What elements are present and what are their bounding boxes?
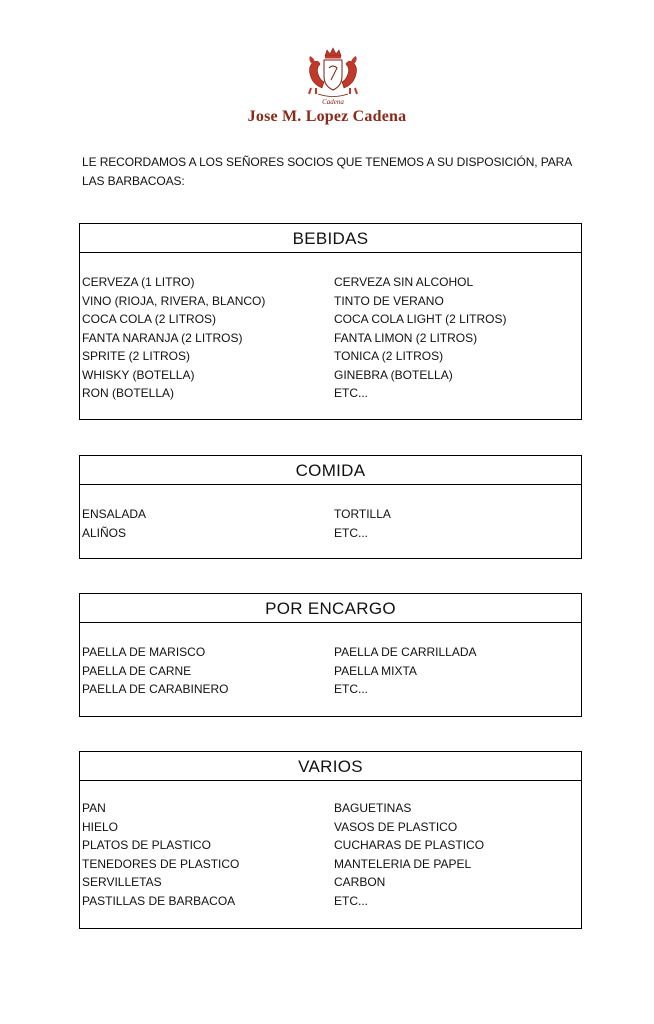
list-item [80, 799, 581, 818]
list-item [80, 329, 581, 348]
item-left: HIELO [82, 819, 119, 834]
list-item [80, 662, 581, 681]
item-right: TONICA (2 LITROS) [334, 349, 444, 363]
section-por-encargo [79, 593, 582, 717]
item-left: ALIÑOS [82, 525, 127, 540]
item-right: PAELLA MIXTA [334, 663, 417, 678]
list-item [80, 873, 581, 892]
item-list [80, 623, 581, 699]
item-right: BAGUETINAS [334, 801, 412, 815]
item-left: PAN [82, 801, 106, 815]
section-title: COMIDA [80, 456, 581, 485]
item-right: COCA COLA LIGHT (2 LITROS) [334, 312, 507, 326]
item-right: ETC... [334, 682, 369, 696]
item-left: COCA COLA (2 LITROS) [82, 312, 217, 326]
item-left: PASTILLAS DE BARBACOA [82, 893, 236, 908]
item-left: SPRITE (2 LITROS) [82, 349, 191, 363]
item-left: PAELLA DE CARNE [82, 663, 192, 678]
item-right: ETC... [334, 893, 369, 908]
list-item [80, 855, 581, 874]
list-item [80, 836, 581, 855]
section-title: BEBIDAS [80, 224, 581, 253]
item-right: CARBON [334, 875, 386, 889]
section-title: VARIOS [80, 752, 581, 781]
list-item [80, 680, 581, 699]
item-left: PAELLA DE CARABINERO [82, 682, 229, 696]
item-list [80, 253, 581, 403]
item-right: CERVEZA SIN ALCOHOL [334, 275, 474, 289]
item-left: FANTA NARANJA (2 LITROS) [82, 330, 243, 345]
list-item [80, 524, 581, 543]
list-item [80, 292, 581, 311]
item-right: ETC... [334, 386, 369, 400]
section-title: POR ENCARGO [80, 594, 581, 623]
item-list [80, 485, 581, 542]
item-left: VINO (RIOJA, RIVERA, BLANCO) [82, 293, 266, 308]
item-right: CUCHARAS DE PLASTICO [334, 838, 485, 852]
intro-text: LE RECORDAMOS A LOS SEÑORES SOCIOS QUE TENEMOS A SU DISPOSICIÓN, PARA LAS BARBACOAS: [82, 155, 572, 188]
item-left: SERVILLETAS [82, 875, 162, 889]
item-left: PLATOS DE PLASTICO [82, 838, 211, 852]
company-name: Jose M. Lopez Cadena [247, 108, 407, 125]
item-right: ETC... [334, 525, 369, 540]
item-right: TORTILLA [334, 507, 391, 521]
item-left: CERVEZA (1 LITRO) [82, 275, 195, 289]
section-bebidas [79, 223, 582, 420]
item-list [80, 781, 581, 910]
list-item [80, 818, 581, 837]
item-right: FANTA LIMON (2 LITROS) [334, 330, 478, 345]
list-item [80, 505, 581, 524]
logo-text: Cadena [322, 98, 344, 106]
item-right: VASOS DE PLASTICO [334, 819, 458, 834]
item-left: WHISKY (BOTELLA) [82, 367, 195, 382]
item-right: MANTELERIA DE PAPEL [334, 856, 472, 871]
list-item [80, 643, 581, 662]
list-item [80, 366, 581, 385]
list-item [80, 273, 581, 292]
item-left: PAELLA DE MARISCO [82, 645, 206, 659]
logo [298, 46, 368, 108]
item-left: TENEDORES DE PLASTICO [82, 856, 240, 871]
item-right: TINTO DE VERANO [334, 293, 444, 308]
item-right: PAELLA DE CARRILLADA [334, 645, 477, 659]
list-item [80, 310, 581, 329]
section-varios [79, 751, 582, 929]
item-left: RON (BOTELLA) [82, 386, 175, 400]
list-item [80, 347, 581, 366]
item-left: ENSALADA [82, 507, 147, 521]
item-right: GINEBRA (BOTELLA) [334, 367, 453, 382]
coat-of-arms-icon [298, 46, 368, 108]
list-item [80, 892, 581, 911]
section-comida [79, 455, 582, 559]
list-item [80, 384, 581, 403]
